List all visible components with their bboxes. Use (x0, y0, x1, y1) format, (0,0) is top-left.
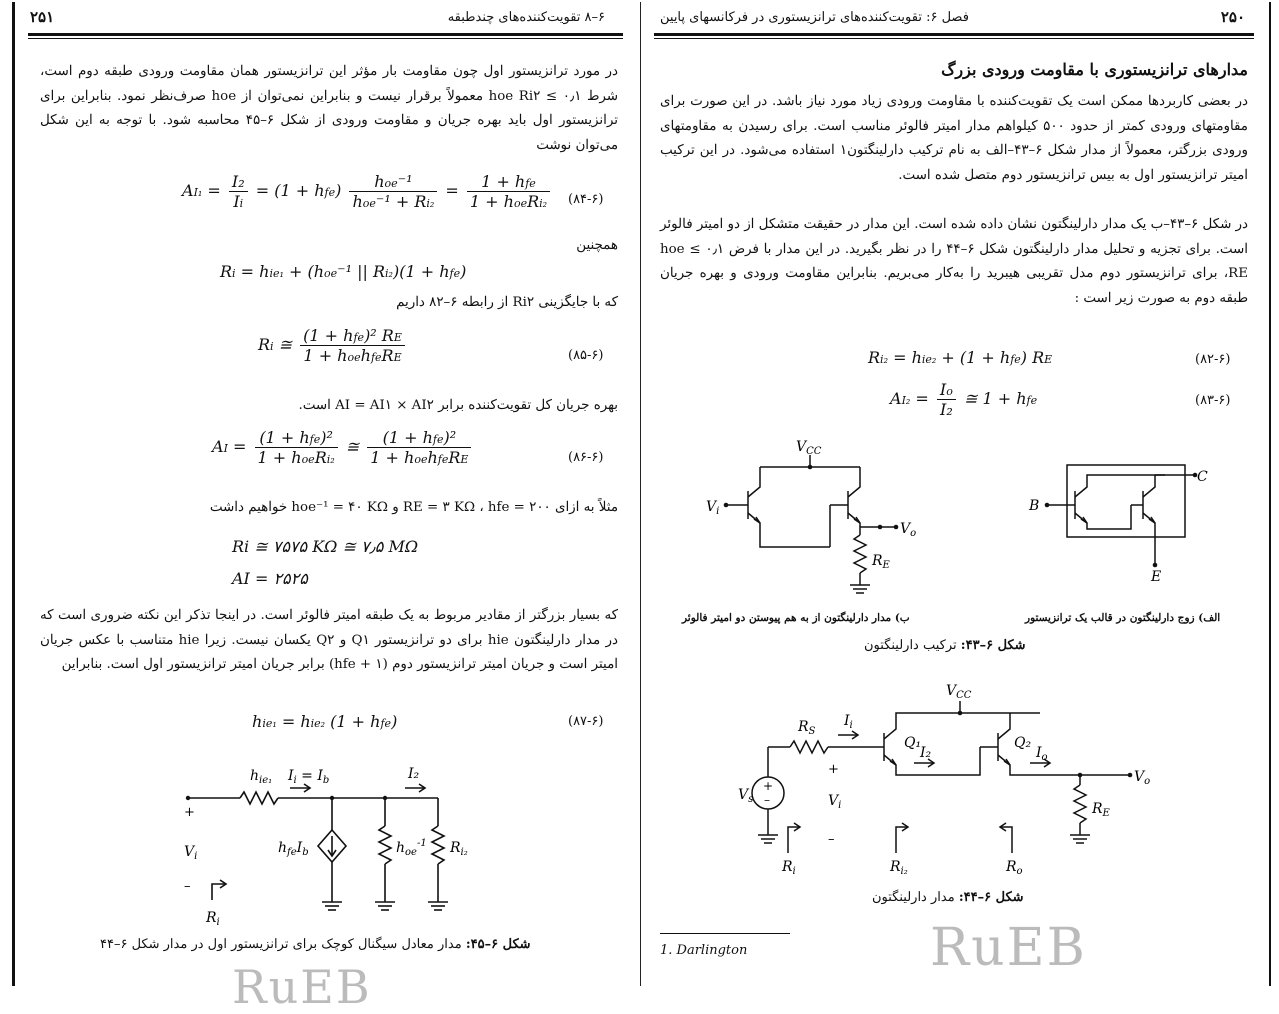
left-paragraph-1: در مورد ترانزیستور اول چون مقاومت بار مؤثر این ترانزیستور همان مقاومت ورودی طبقه دوم است، شرط ۰٫۱ ≥ hoe Ri۲ معمولاً برقرار نیست و بنابراین نمی‌توان از hoe صرف‌نظر نمود. بنابراین برای ترانزیستور اول باید بهره جریان و مقاومت ورودی از شکل ۶–۴۵ محاسبه شود. با توجه به این شکل می‌توان نوشت (40, 64, 618, 153)
figure-44-text: مدار دارلینگتون (872, 890, 955, 905)
equation-number-84: (۸۴-۶) (568, 192, 604, 207)
figure-43-text: ترکیب دارلینگتون (864, 638, 957, 653)
result-ai: AI = ۲۵۲۵ (232, 569, 308, 588)
equation-86: AI = $\frac{\text{(1 + hfe)²}}{\text{1 + hoeRi₂}}$ ≅ $\frac{\text{(1 + hfe)²}}{\text{1 + hoehfeRE}}$ (212, 428, 474, 467)
figure-44-circuit (720, 675, 1190, 885)
page-spine (640, 2, 641, 986)
svg-text:RS: $R_S$ (798, 719, 816, 737)
figure-45-text: مدار معادل سیگنال کوچک برای ترانزیستور اول در مدار شکل ۶–۴۴ (100, 937, 462, 952)
svg-text:Ro: $R_o$ (1006, 859, 1023, 877)
svg-text:Vi: $V_i$ (706, 499, 720, 517)
page-number: ۲۵۱ (30, 8, 55, 26)
svg-text:hfeIb: $h_{fe}I_b$ (278, 840, 309, 858)
equation-85: Ri ≅ $\frac{\text{(1 + hfe)² RE}}{\text{1 + hoehfeRE}}$ (258, 326, 408, 365)
total-gain-text: بهره جریان کل تقویت‌کننده برابر AI = AI۱ × AI۲ است. (298, 398, 618, 413)
figure-43-label: شکل ۶–۴۳: (960, 638, 1026, 653)
svg-text:Ri: $R_i$ (782, 859, 796, 877)
svg-text:Ri₂: $R_{i_2}$ (890, 859, 908, 877)
equation-83: AI₂ = $\frac{Io}{\text{I₂}}$ ≅ 1 + hfe (890, 380, 1038, 419)
running-head: فصل ۶: تقویت‌کننده‌های ترانزیستوری در فرکانسهای پایین (660, 10, 969, 25)
equation-number-86: (۸۶-۶) (568, 450, 604, 465)
svg-text:Vo: $V_o$ (1134, 769, 1151, 787)
svg-text:Ii = Ib: $I_i = I_b$ (288, 768, 330, 786)
svg-text:B: B (1029, 498, 1040, 514)
figure-44-label: شکل ۶–۴۴: (958, 890, 1024, 905)
svg-text:I₂: I₂ (408, 766, 420, 782)
equation-ri: Ri = hie₁ + (hoe⁻¹ || Ri₂)(1 + hfe) (220, 262, 467, 281)
equation-number-82: (۸۲-۶) (1195, 352, 1231, 367)
svg-text:Vs: $V_s$ (738, 787, 754, 805)
svg-text:hoe-1: $h_{oe}^{-1}$ (396, 838, 427, 858)
page-number: ۲۵۰ (1220, 8, 1245, 26)
right-paragraph-2: در شکل ۶–۴۳–ب یک مدار دارلینگتون نشان داده شده است. این مدار در حقیقت متشکل از دو امیتر فالوئر است. برای تجزیه و تحلیل مدار دارلینگتون شکل ۶–۴۴ را در نظر بگیرید. در این مدار با فرض ۰٫۱ ≥ hoe RE، برای ترانزیستور دوم مدل تقریبی هیبرید را به‌کار می‌بریم. بنابراین مقاومت ورودی و بهره جریان طبقه دوم به صورت زیر است : (660, 217, 1249, 306)
svg-text:+: + (763, 779, 774, 793)
figure-43-caption (864, 638, 1026, 653)
svg-text:Vo: $V_o$ (900, 521, 917, 539)
header-rule (654, 33, 1254, 36)
svg-text:Ii: $I_i$ (844, 713, 853, 731)
equation-87: hie₁ = hie₂ (1 + hfe) (252, 712, 398, 731)
left-paragraph-2: که بسیار بزرگتر از مقادیر مربوط به یک طبقه امیتر فالوئر است. در اینجا تذکر این نکته ضروری است که در مدار دارلینگتون hie برای دو ترانزیستور Q۱ و Q۲ یکسان نیست. زیرا hie متناسب با عکس جریان امیتر است و جریان امیتر ترانزیستور دوم (hfe + ۱) برابر جریان امیتر ترانزیستور اول است. بنابراین (40, 608, 618, 672)
right-page (640, 0, 1279, 988)
svg-text:VCC: $V_{CC}$ (946, 683, 972, 701)
figure-43a-circuit (1025, 455, 1208, 585)
equation-number-85: (۸۵-۶) (568, 348, 604, 363)
right-paragraph-1: در بعضی کاربردها ممکن است یک تقویت‌کننده با مقاومت ورودی زیاد مورد نیاز باشد. در این صورت برای مقاومتهای ورودی کمتر از حدود ۵۰۰ کیلواهم مدار امیتر فالوئر مناسب است. برای رسیدن به مقاومتهای ورودی بزرگتر، معمولاً از مدار شکل ۶–۴۳–الف به نام ترکیب دارلینگتون۱ استفاده می‌شود. در این ترکیب امیتر ترانزیستور اول به بیس ترانزیستور دوم متصل شده است. (660, 94, 1248, 183)
substitution-text: که با جایگزینی Ri۲ از رابطه ۶–۸۲ داریم (396, 295, 618, 310)
svg-text:E: E (1151, 569, 1162, 585)
footnote-rule (660, 933, 790, 934)
svg-text:Q₂: Q₂ (1014, 735, 1032, 751)
svg-text:Q₁: Q₁ (904, 735, 922, 751)
example-text: مثلاً به ازای RE = ۳ KΩ ، hfe = ۲۰۰ و hoe⁻¹ = ۴۰ KΩ خواهیم داشت (209, 500, 618, 515)
svg-text:–: – (184, 879, 191, 894)
figure-45-caption (100, 937, 531, 952)
svg-text:+: + (828, 762, 839, 777)
svg-text:Vi: $V_i$ (184, 844, 198, 862)
result-ri: Ri ≅ ۷۵۷۵ KΩ ≅ ۷٫۵ MΩ (232, 537, 419, 556)
svg-text:RE: $R_E$ (872, 553, 890, 571)
figure-43b-caption: ب) مدار دارلینگتون از به هم پیوستن دو امیتر فالوئر (682, 612, 910, 624)
header-rule-thin (654, 38, 1254, 39)
figure-44-caption (872, 890, 1024, 905)
svg-text:–: – (828, 832, 835, 847)
svg-text:Vi: $V_i$ (828, 793, 842, 811)
running-head: ۶–۸ تقویت‌کننده‌های چندطبقه (447, 10, 605, 25)
figure-43a-caption: الف) زوج دارلینگتون در قالب یک ترانزیستور (1025, 612, 1221, 624)
page-border (1269, 2, 1271, 986)
right-page-header (660, 8, 1245, 30)
figure-43b-circuit (700, 435, 940, 605)
left-page-header (30, 8, 605, 30)
header-rule-thin (28, 38, 623, 39)
page-border (12, 2, 15, 986)
figure-45-label: شکل ۶–۴۵: (465, 937, 531, 952)
watermark: RuEB (232, 960, 372, 1014)
svg-text:I₂: I₂ (920, 745, 932, 761)
equation-number-83: (۸۳-۶) (1195, 393, 1231, 408)
footnote: 1. Darlington (660, 943, 748, 958)
also-text: همچنین (576, 238, 618, 253)
equation-82: Ri₂ = hie₂ + (1 + hfe) RE (868, 348, 1053, 367)
watermark: RuEB (930, 918, 1087, 978)
svg-text:Ri: $R_i$ (206, 910, 220, 928)
svg-text:VCC: $V_{CC}$ (796, 439, 822, 457)
section-heading: مدارهای ترانزیستوری با مقاومت ورودی بزرگ (941, 60, 1248, 79)
svg-text:Ri₂: $R_{i_2}$ (450, 840, 468, 858)
svg-text:Io: $I_o$ (1036, 745, 1048, 763)
equation-84: AI₁ = $\frac{\text{I₂}}{Ii}$ = (1 + hfe) $\frac{\text{hoe⁻¹}}{\text{hoe⁻¹ + Ri₂}}$ = $\frac{\text{1 + hfe}}{\text{1 + hoeRi₂}}$ (182, 172, 553, 211)
svg-text:–: – (764, 793, 770, 807)
svg-text:RE: $R_E$ (1092, 801, 1110, 819)
figure-45-circuit (170, 760, 470, 930)
equation-number-87: (۸۷-۶) (568, 714, 604, 729)
header-rule (28, 33, 623, 36)
svg-text:hie₁: $h_{ie_1}$ (250, 768, 273, 786)
svg-text:C: C (1197, 469, 1208, 485)
svg-text:+: + (184, 805, 195, 820)
